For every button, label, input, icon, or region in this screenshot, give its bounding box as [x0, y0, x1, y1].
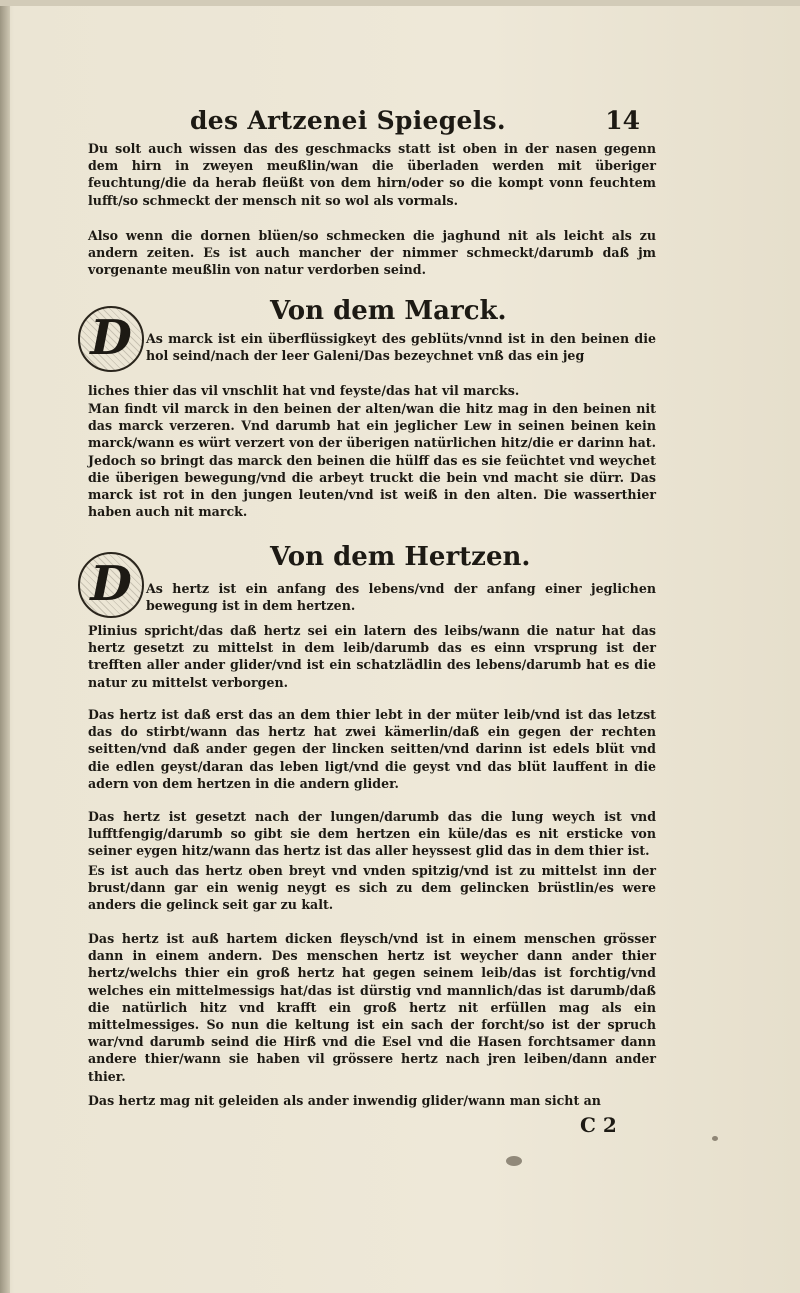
binding-gutter	[0, 0, 10, 1293]
decorated-initial-d: D	[78, 552, 144, 618]
section-heading-marck: Von dem Marck.	[270, 296, 507, 326]
intro-paragraph-2: Also wenn die dornen blüen/so schmecken die jaghund nit als leicht als zu andern zeiten. Es ist auch mancher der nimmer schmeckt/darumb daß jm vorgenante meußlin von natur verdorben seind.	[88, 228, 656, 278]
hertz-paragraph-2: Das hertz ist daß erst das an dem thier lebt in der müter leib/vnd ist das letzst das do stirbt/wann das hertz hat zwei kämerlin/daß ein gegen der rechten seitten/vnd daß ander gegen der lincken seitten/vnd darinn ist edels blüt vnd die edlen geyst/daran das leben ligt/vnd die geyst vnd das blüt lauffent in die adern von dem hertzen in die andern glider.	[88, 707, 656, 791]
hertz-paragraph-1: Plinius spricht/das daß hertz sei ein latern des leibs/wann die natur hat das hertz gesetzt zu mittelst in dem leib/darumb das es einn vrsprung ist der trefften aller ander glider/vnd ist ein schatzlädlin des lebens/darumb hat es die natur zu mittelst verborgen.	[88, 623, 656, 690]
marck-paragraph-1: Man findt vil marck in den beinen der alten/wan die hitz mag in den beinen nit das marck verzeren. Vnd darumb hat ein jeglicher Lew in seinen beinen kein marck/wann es würt verzert von der überigen natürlichen hitz/die er darinn hat. Jedoch so bringt das marck den beinen die hülff das es sie feüchtet vnd weychet die überigen bewegung/vnd die arbeyt truckt die bein vnd macht sie dürr. Das marck ist rot in den jungen leuten/vnd ist weiß in den alten. Die wasserthier haben auch nit marck.	[88, 401, 656, 520]
intro-paragraph-1: Du solt auch wissen das des geschmacks statt ist oben in der nasen gegenn dem hirn in zweyen meußlin/wan die überladen werden mit überiger feuchtung/die da herab fleüßt von dem hirn/oder so die kompt vonn feuchtem lufft/so schmeckt der mensch nit so wol als vormals.	[88, 141, 656, 208]
hertz-paragraph-3: Das hertz ist gesetzt nach der lungen/darumb das die lung weych ist vnd lufftfengig/darumb so gibt sie dem hertzen ein küle/das es nit ersticke von seiner eygen hitz/wann das hertz ist das aller heyssest glid das in dem thier ist.	[88, 809, 656, 859]
section-opening-text: As marck ist ein überflüssigkeyt des geblüts/vnnd ist in den beinen die hol seind/nach der leer Galeni/Das bezeychnet vnß das ein jeg	[146, 331, 656, 364]
section-heading-hertzen: Von dem Hertzen.	[270, 542, 531, 572]
section-opening-continuation: liches thier das vil vnschlit hat vnd feyste/das hat vil marcks.	[88, 383, 520, 398]
page-number: 14	[605, 106, 640, 135]
ink-speck	[712, 1136, 718, 1141]
hertz-paragraph-4: Es ist auch das hertz oben breyt vnd vnden spitzig/vnd ist zu mittelst inn der brust/dann gar ein wenig neygt es sich zu dem gelincken brüstlin/es were anders die gelinck seit gar zu kalt.	[88, 863, 656, 913]
hertz-paragraph-5: Das hertz ist auß hartem dicken fleysch/vnd ist in einem menschen grösser dann in einem andern. Des menschen hertz ist weycher dann ander thier hertz/welchs thier ein groß hertz hat gegen seinem leib/das ist forchtig/vnd welches ein mittelmessigs hat/das ist dürstig vnd mannlich/das ist darumb/daß die natürlich hitz vnd krafft ein groß hertz nit erfüllen mag als ein mittelmessiges. So nun die keltung ist ein sach der forcht/so ist der spruch war/vnd darumb seind die Hirß vnd die Esel vnd die Hasen forchtsamer dann andere thier/wann sie haben vil grössere hertz nach jren leiben/dann ander thier.	[88, 931, 656, 1084]
page-top-edge	[0, 0, 800, 6]
ink-blot	[506, 1156, 522, 1166]
hertz-paragraph-6: Das hertz mag nit geleiden als ander inwendig glider/wann man sicht an	[88, 1093, 601, 1108]
section-opening-text: As hertz ist ein anfang des lebens/vnd der anfang einer jeglichen bewegung ist in dem hertzen.	[146, 581, 656, 614]
running-title: des Artzenei Spiegels.	[190, 106, 506, 135]
signature-mark: C 2	[580, 1113, 617, 1137]
running-header	[190, 106, 640, 136]
decorated-initial-d: D	[78, 306, 144, 372]
